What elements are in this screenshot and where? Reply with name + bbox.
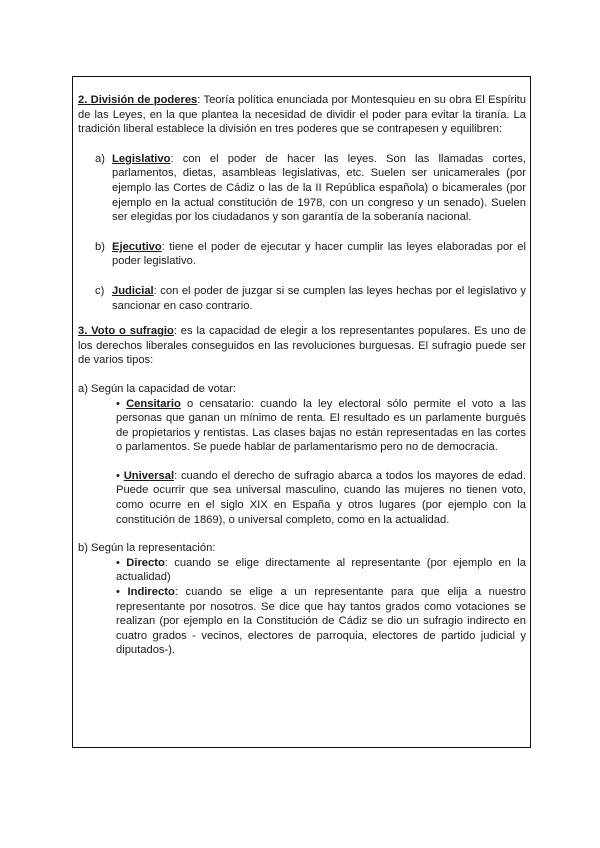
bullet: • bbox=[116, 397, 127, 410]
item-letter: c) bbox=[95, 284, 105, 297]
indirecto-text: : cuando se elige a un representante para que elija a nuestro representante por nosotros. Se dice que hay tantos grados como votaciones se realizan (por ejemplo en la Constitución de Cádiz se dio un sufragio indirecto en cuatro grados - vecinos, electores de parroquia, electores de partido judicial y diputados-). bbox=[116, 586, 526, 657]
power-item-legislativo bbox=[95, 152, 526, 225]
content-frame bbox=[72, 76, 531, 748]
power-item-ejecutivo bbox=[95, 240, 526, 269]
legislativo-text: : con el poder de hacer las leyes. Son las llamadas cortes, parlamentos, dietas, asambleas legislativas, etc. Suelen ser unicamerales (por ejemplo las Cortes de Cádiz o las de la II República española) o bicamerales (por ejemplo en la actual constitución de 1978, con un congreso y un senado). Suelen ser elegidas por los ciudadanos y son garantía de la soberanía nacional. bbox=[112, 152, 526, 224]
section-3-paragraph bbox=[78, 324, 526, 368]
power-item-judicial bbox=[95, 284, 526, 313]
sufragio-directo bbox=[116, 556, 526, 585]
term-legislativo: Legislativo bbox=[112, 152, 171, 165]
section-2-heading: 2. División de poderes bbox=[78, 94, 198, 106]
item-letter: a) bbox=[95, 152, 105, 165]
section-3-heading: 3. Voto o sufragio bbox=[78, 325, 174, 338]
bullet: • bbox=[116, 586, 128, 599]
sufragio-indirecto bbox=[116, 585, 526, 658]
sufragio-censitario bbox=[116, 397, 526, 455]
directo-text: : cuando se elige directamente al representante (por ejemplo en la actualidad) bbox=[116, 556, 526, 584]
universal-text: : cuando el derecho de sufragio abarca a todos los mayores de edad. Puede ocurrir que sea universal masculino, cuando las mujeres no tienen voto, como ocurre en el siglo XIX en España y otros lugares (por ejemplo con la constitución de 1869), o universal completo, como en la actualidad. bbox=[116, 469, 526, 526]
section-2-intro: : Teoría política enunciada por Montesquieu en su obra El Espíritu de las Leyes, en la que plantea la necesidad de dividir el poder para evitar la tiranía. La tradición liberal establece la división en tres poderes que se contrapesen y equilibren: bbox=[78, 94, 527, 136]
judicial-text: : con el poder de juzgar si se cumplen las leyes hechas por el legislativo y sancionar en caso contrario. bbox=[112, 284, 526, 312]
ejecutivo-text: : tiene el poder de ejecutar y hacer cumplir las leyes elaboradas por el poder legislativo. bbox=[112, 240, 526, 268]
censitario-text: o censatario: cuando la ley electoral sólo permite el voto a las personas que ganan un mínimo de renta. El resultado es un parlamente burgués de propietarios y rentistas. Las clases bajas no están representadas en las cortes o parlamentos. Se puede hablar de parlamentarismo pero no de democracia. bbox=[116, 397, 526, 454]
bullet: • bbox=[116, 556, 127, 569]
section-3-intro: : es la capacidad de elegir a los representantes populares. Es uno de los derechos liberales conseguidos en las revoluciones burguesas. El sufragio puede ser de varios tipos: bbox=[78, 325, 526, 367]
section-2-paragraph bbox=[78, 93, 526, 137]
term-ejecutivo: Ejecutivo bbox=[112, 240, 162, 253]
term-universal: Universal bbox=[123, 469, 175, 482]
term-judicial: Judicial bbox=[112, 284, 154, 297]
term-directo: Directo bbox=[126, 556, 165, 569]
sufragio-universal bbox=[116, 469, 526, 527]
group-b-label: b) Según la representación: bbox=[78, 542, 216, 555]
item-letter: b) bbox=[95, 240, 105, 253]
term-censitario: Censitario bbox=[126, 397, 181, 410]
term-indirecto: Indirecto bbox=[127, 586, 175, 599]
bullet: • bbox=[116, 469, 124, 482]
group-a-label: a) Según la capacidad de votar: bbox=[78, 382, 236, 395]
